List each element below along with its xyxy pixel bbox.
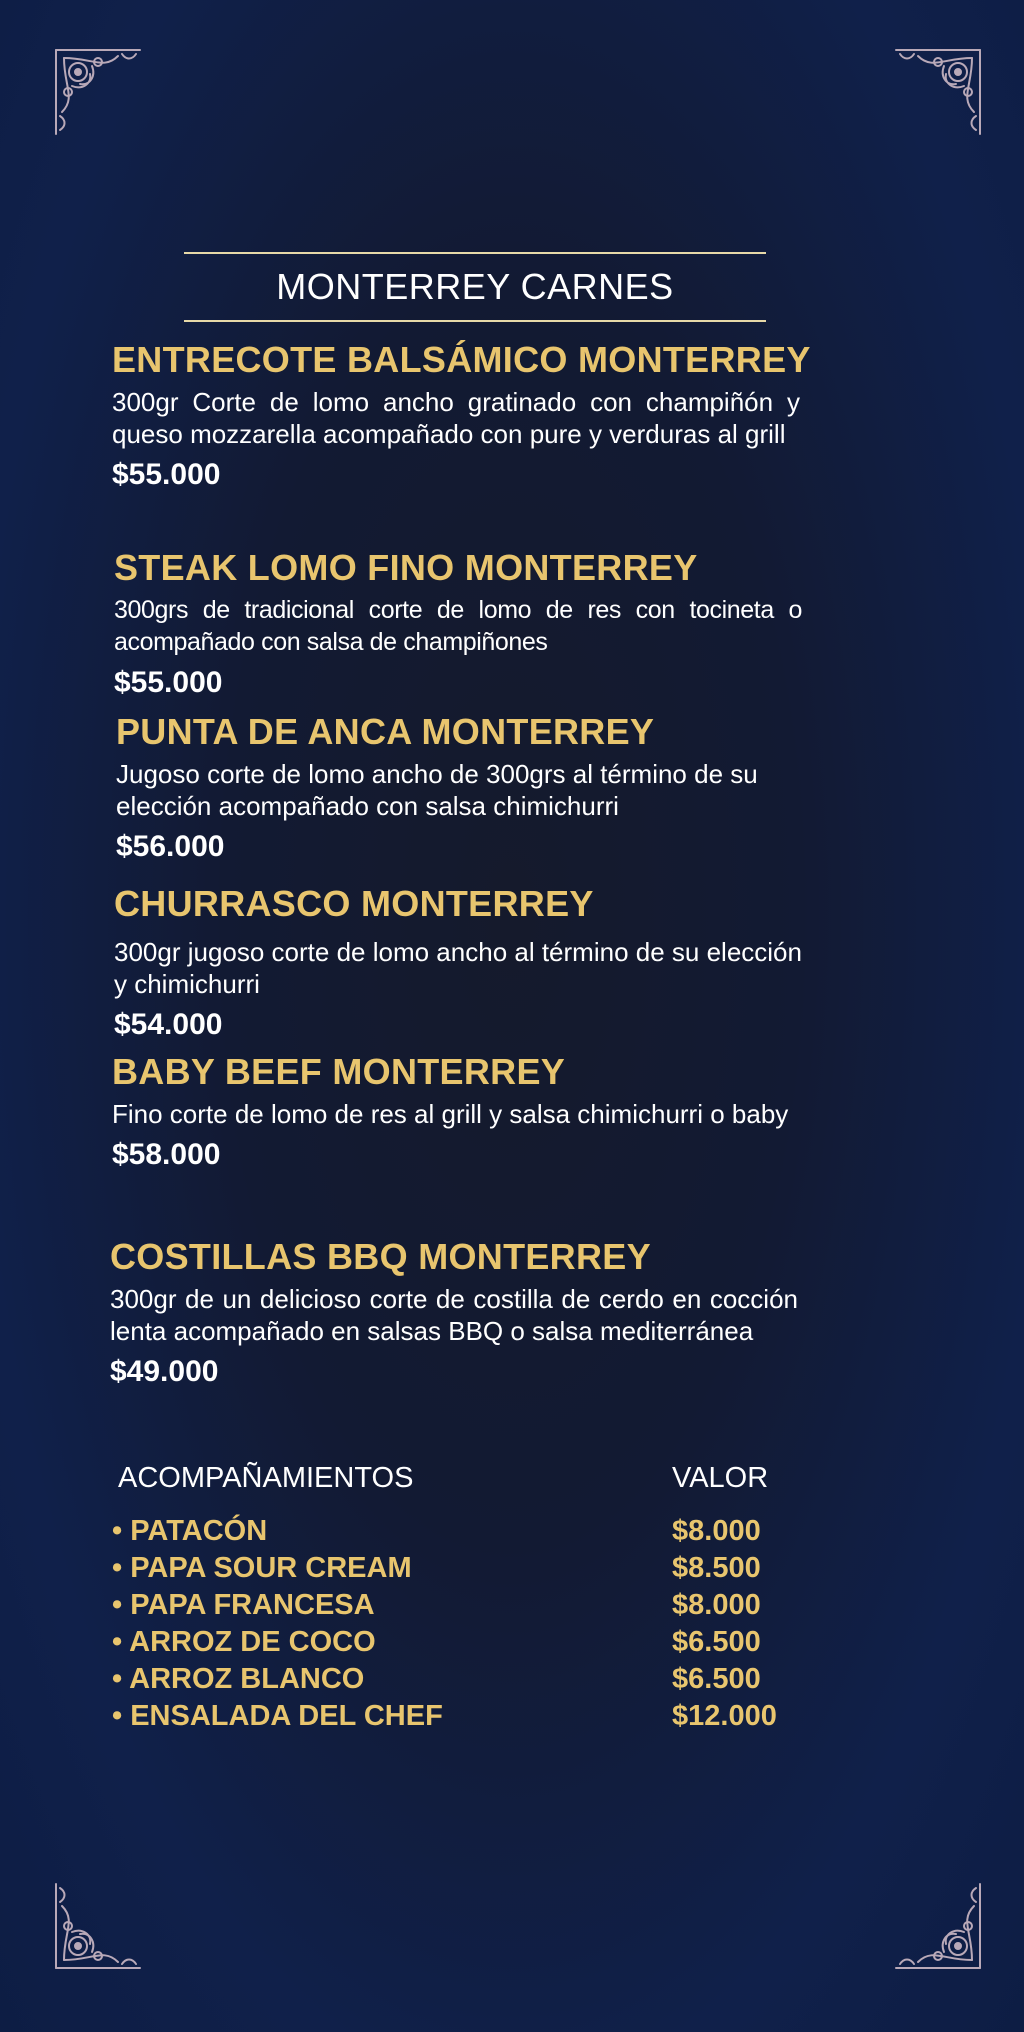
side-row-papa-sour-cream xyxy=(112,1550,812,1587)
menu-item-punta-de-anca xyxy=(116,710,806,866)
menu-item-name: BABY BEEF MONTERREY xyxy=(112,1051,566,1092)
menu-item-churrasco xyxy=(114,882,804,1044)
side-row-patacon xyxy=(112,1513,812,1550)
sides-heading: ACOMPAÑAMIENTOS xyxy=(118,1462,414,1494)
menu-item-description: 300grs de tradicional corte de lomo de res con tocineta o acompañado con salsa de champiñones xyxy=(114,596,802,656)
menu-item-name: ENTRECOTE BALSÁMICO MONTERREY xyxy=(112,339,811,380)
side-price: $6.500 xyxy=(672,1663,761,1695)
side-row-arroz-blanco xyxy=(112,1661,812,1698)
menu-item-steak-lomo-fino xyxy=(114,546,804,702)
side-name: • PAPA FRANCESA xyxy=(112,1589,375,1621)
menu-item-description: Jugoso corte de lomo ancho de 300grs al término de su elección acompañado con salsa chimichurri xyxy=(116,759,758,821)
sides-table xyxy=(112,1462,812,1735)
side-price: $8.000 xyxy=(672,1589,761,1621)
ornament-top-right-icon xyxy=(888,46,984,142)
menu-item-name: PUNTA DE ANCA MONTERREY xyxy=(116,711,655,752)
ornament-bottom-right-icon xyxy=(888,1876,984,1972)
sides-value-heading: VALOR xyxy=(672,1462,769,1494)
header-bottom-rule xyxy=(184,320,766,322)
menu-item-name: COSTILLAS BBQ MONTERREY xyxy=(110,1236,651,1277)
menu-item-description: 300gr Corte de lomo ancho gratinado con champiñón y queso mozzarella acompañado con pure y verduras al grill xyxy=(112,387,800,449)
side-name: • PATACÓN xyxy=(112,1515,268,1547)
menu-item-price: $55.000 xyxy=(114,666,223,699)
side-price: $6.500 xyxy=(672,1626,761,1658)
ornament-top-left-icon xyxy=(52,46,148,142)
side-row-arroz-de-coco xyxy=(112,1624,812,1661)
menu-item-name: CHURRASCO MONTERREY xyxy=(114,883,594,924)
menu-item-price: $56.000 xyxy=(116,830,225,863)
side-price: $8.000 xyxy=(672,1515,761,1547)
menu-item-description: 300gr jugoso corte de lomo ancho al término de su elección y chimichurri xyxy=(114,937,802,999)
menu-item-price: $58.000 xyxy=(112,1138,221,1171)
side-row-papa-francesa xyxy=(112,1587,812,1624)
menu-item-description: Fino corte de lomo de res al grill y salsa chimichurri o baby xyxy=(112,1099,789,1129)
menu-item-entrecote xyxy=(112,338,811,494)
menu-item-price: $54.000 xyxy=(114,1008,223,1041)
menu-item-price: $49.000 xyxy=(110,1355,219,1388)
side-name: • ENSALADA DEL CHEF xyxy=(112,1700,443,1732)
menu-header xyxy=(184,252,766,322)
side-price: $8.500 xyxy=(672,1552,761,1584)
side-price: $12.000 xyxy=(672,1700,777,1732)
menu-item-price: $55.000 xyxy=(112,458,221,491)
menu-item-baby-beef xyxy=(112,1050,802,1174)
ornament-bottom-left-icon xyxy=(52,1876,148,1972)
side-name: • PAPA SOUR CREAM xyxy=(112,1552,412,1584)
page-title: MONTERREY CARNES xyxy=(276,266,674,307)
menu-item-name: STEAK LOMO FINO MONTERREY xyxy=(114,547,698,588)
side-name: • ARROZ BLANCO xyxy=(112,1663,365,1695)
side-row-ensalada-del-chef xyxy=(112,1698,812,1735)
menu-item-costillas-bbq xyxy=(110,1235,800,1391)
side-name: • ARROZ DE COCO xyxy=(112,1626,376,1658)
sides-header xyxy=(112,1462,812,1495)
menu-item-description: 300gr de un delicioso corte de costilla de cerdo en cocción lenta acompañado en salsas BBQ o salsa mediterránea xyxy=(110,1284,798,1346)
